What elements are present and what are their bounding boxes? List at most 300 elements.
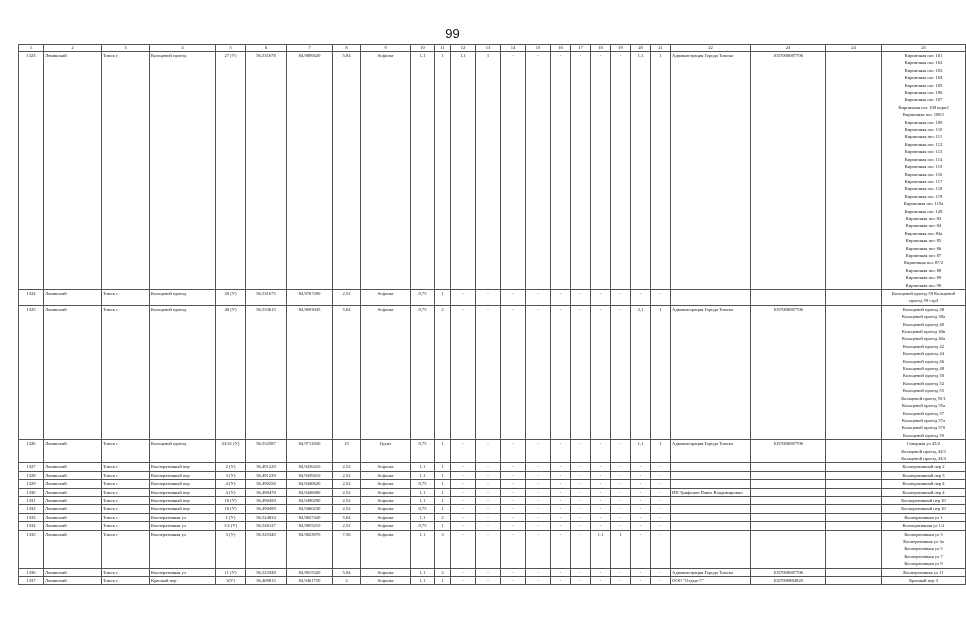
table-cell: 56,532587 [246, 440, 287, 463]
table-cell: 1 [435, 505, 451, 513]
table-cell: - [631, 496, 651, 504]
table-cell: Томск г [102, 440, 150, 463]
addresses-cell [882, 440, 966, 463]
address-line: Кольцевой проезд 40а [901, 336, 946, 342]
table-cell [671, 496, 751, 504]
table-cell: - [476, 480, 501, 488]
table-cell: - [526, 522, 551, 530]
address-line: Северная ул 43/2 [906, 441, 941, 447]
table-cell: 5,04 [333, 513, 361, 521]
table-cell: 1324 [19, 290, 44, 306]
address-line: Кирпичная пос 87/2 [903, 260, 944, 266]
address-line: Кирпичная пос 103 [904, 67, 943, 73]
table-cell: Администрация Города Томска [671, 52, 751, 290]
table-cell: Грунт [361, 440, 411, 463]
table-cell: - [631, 568, 651, 576]
table-row [19, 440, 966, 463]
table-cell: - [571, 505, 591, 513]
table-cell: - [501, 52, 526, 290]
column-number: 17 [571, 45, 591, 52]
table-cell: - [551, 290, 571, 306]
table-cell: 40 (У) [216, 305, 246, 439]
table-cell: 84,9446000 [287, 488, 333, 496]
table-cell: 1/2 (У) [216, 522, 246, 530]
table-cell: 1334 [19, 522, 44, 530]
table-cell: 1 [435, 52, 451, 290]
table-cell: - [651, 480, 671, 488]
table-cell: 15 [333, 440, 361, 463]
address-line: Кирпичная пос 83 [905, 215, 942, 221]
table-cell: - [611, 522, 631, 530]
addresses-cell [882, 290, 966, 306]
table-cell: - [526, 471, 551, 479]
address-line: Кольцевой проезд 38а [901, 314, 946, 320]
table-cell: - [631, 463, 651, 471]
column-number: 10 [411, 45, 435, 52]
table-cell: 2 [435, 568, 451, 576]
table-cell: Ленинский [44, 52, 102, 290]
page-number: 99 [445, 26, 460, 41]
table-cell: Ленинский [44, 522, 102, 530]
column-number: 15 [526, 45, 551, 52]
table-cell: - [451, 463, 476, 471]
table-cell: 43/41 (У) [216, 440, 246, 463]
table-cell: 1337 [19, 577, 44, 585]
address-line: Кооперативная ул 1 [904, 514, 943, 520]
address-line: Кирпичная пос 101 [904, 53, 943, 58]
address-line: Кирпичная пос 102 [904, 60, 943, 66]
table-cell: 56,490499 [246, 505, 287, 513]
table-cell: 1 [651, 52, 671, 290]
table-cell: - [501, 568, 526, 576]
table-row [19, 513, 966, 521]
address-line: Кирпичная пос 106 [904, 90, 943, 96]
table-cell: - [631, 513, 651, 521]
table-row [19, 488, 966, 496]
table-cell [671, 290, 751, 306]
empty-cell [826, 471, 882, 479]
table-row [19, 568, 966, 576]
column-number: 4 [150, 45, 216, 52]
table-cell: 1333 [19, 513, 44, 521]
table-cell: - [476, 488, 501, 496]
table-cell: Кооперативный пер [150, 505, 216, 513]
table-cell: 1 [435, 488, 451, 496]
table-cell: Томск г [102, 463, 150, 471]
table-cell: - [591, 488, 611, 496]
table-cell: 2 [435, 305, 451, 439]
table-cell: - [591, 568, 611, 576]
table-cell: 7,56 [333, 530, 361, 568]
table-cell: 84,9815320 [287, 568, 333, 576]
table-cell: - [631, 290, 651, 306]
table-cell: Кооперативный пер [150, 496, 216, 504]
address-line: Кольцевой проезд 40в [901, 329, 946, 335]
table-cell: 0,75 [411, 505, 435, 513]
table-cell [751, 463, 826, 471]
table-cell: Асфальт [361, 488, 411, 496]
table-cell: - [571, 530, 591, 568]
table-cell: 1037000087706 [751, 568, 826, 576]
table-cell: Томск г [102, 577, 150, 585]
table-row [19, 522, 966, 530]
table-row [19, 577, 966, 585]
table-cell: 1,1 [411, 568, 435, 576]
table-cell: 84,9823970 [287, 530, 333, 568]
table-cell: - [611, 513, 631, 521]
table-cell: - [571, 496, 591, 504]
table-cell: 3(У) [216, 577, 246, 585]
table-cell: Томск г [102, 505, 150, 513]
table-cell: 0,75 [411, 522, 435, 530]
table-cell: 4 (У) [216, 480, 246, 488]
table-cell: 27 (У) [216, 52, 246, 290]
column-number: 24 [826, 45, 882, 52]
column-number: 19 [611, 45, 631, 52]
table-row [19, 52, 966, 290]
address-line: Кооперативный пер 4 [902, 481, 945, 487]
empty-cell [826, 480, 882, 488]
table-cell: - [501, 513, 526, 521]
table-cell: - [611, 290, 631, 306]
table-cell: 84,9439410 [287, 471, 333, 479]
table-cell: - [611, 488, 631, 496]
table-cell: - [476, 513, 501, 521]
table-cell: - [591, 52, 611, 290]
table-cell: - [651, 522, 671, 530]
table-cell: - [651, 290, 671, 306]
address-line: Кольцевой проезд 57б [901, 425, 946, 431]
table-cell: - [571, 471, 591, 479]
table-cell: Томск г [102, 568, 150, 576]
table-cell: - [501, 530, 526, 568]
table-cell: 1037000087706 [751, 52, 826, 290]
table-cell: - [611, 52, 631, 290]
table-cell: - [571, 488, 591, 496]
address-line: Кооперативная ул 5 [904, 546, 943, 552]
addresses-cell [882, 530, 966, 568]
table-cell: - [551, 305, 571, 439]
table-cell: - [571, 577, 591, 585]
table-cell [671, 513, 751, 521]
table-cell [671, 530, 751, 568]
table-cell: 1 [435, 290, 451, 306]
table-cell: Кооперативный пер [150, 488, 216, 496]
table-cell [751, 522, 826, 530]
table-cell [751, 480, 826, 488]
table-cell: - [651, 568, 671, 576]
table-cell: - [631, 522, 651, 530]
table-cell: Администрация Города Томска [671, 305, 751, 439]
table-cell: Кооперативный пер [150, 471, 216, 479]
address-line: Кирпичная пос 84а [904, 230, 943, 236]
table-cell: Асфальт [361, 522, 411, 530]
addresses-cell [882, 488, 966, 496]
addresses-cell [882, 305, 966, 439]
table-cell: 1332 [19, 505, 44, 513]
table-row [19, 505, 966, 513]
address-line: Кирпичная пос 105 [904, 82, 943, 88]
address-line: Кирпичная пос 84 [905, 223, 942, 229]
empty-cell [826, 440, 882, 463]
table-cell [671, 480, 751, 488]
address-line: Кооперативная ул 11 [903, 569, 944, 575]
table-cell: Кольцевой проезд [150, 290, 216, 306]
empty-cell [826, 290, 882, 306]
table-cell: - [611, 496, 631, 504]
table-cell: 1330 [19, 488, 44, 496]
table-cell: - [651, 513, 671, 521]
table-cell: - [451, 488, 476, 496]
table-cell: Асфальт [361, 480, 411, 488]
table-cell: 1336 [19, 568, 44, 576]
address-line: Кирпичная пос 117 [904, 178, 943, 184]
table-cell: 0,75 [411, 480, 435, 488]
table-cell: Ленинский [44, 496, 102, 504]
table-cell [751, 496, 826, 504]
table-cell: - [551, 52, 571, 290]
table-cell: 1 [435, 480, 451, 488]
addresses-cell [882, 496, 966, 504]
table-cell: - [611, 480, 631, 488]
table-cell: - [611, 505, 631, 513]
table-cell: Томск г [102, 530, 150, 568]
table-cell: - [651, 505, 671, 513]
table-cell: 2 (У) [216, 463, 246, 471]
table-cell: - [591, 513, 611, 521]
table-cell: - [451, 440, 476, 463]
table-cell: 84,9436410 [287, 463, 333, 471]
table-cell: Кольцевой проезд [150, 52, 216, 290]
table-cell: Ленинский [44, 471, 102, 479]
address-line: Кирпичная пос 108/1 [902, 112, 945, 118]
table-cell: - [476, 440, 501, 463]
table-cell: Томск г [102, 488, 150, 496]
table-cell: - [451, 568, 476, 576]
table-cell: - [551, 463, 571, 471]
table-cell: ИП Трифонов Павел Владимирович [671, 488, 751, 496]
table-cell: 56,490256 [246, 480, 287, 488]
table-cell: 56,531675 [246, 290, 287, 306]
table-row [19, 290, 966, 306]
address-line: Кооперативный пер 3 [902, 472, 945, 478]
table-cell: 2 [333, 577, 361, 585]
address-line: Кооперативный пер 10 [901, 497, 946, 503]
address-line: Кольцевой проезд 59 [902, 432, 944, 438]
table-cell [751, 530, 826, 568]
column-number: 11 [435, 45, 451, 52]
table-cell: - [611, 577, 631, 585]
table-cell: - [551, 513, 571, 521]
table-cell: - [591, 305, 611, 439]
table-cell: - [571, 440, 591, 463]
table-cell: - [651, 488, 671, 496]
table-cell: - [591, 440, 611, 463]
table-cell: - [571, 52, 591, 290]
table-cell: 84,9490290 [287, 496, 333, 504]
table-cell: Томск г [102, 480, 150, 488]
column-number: 21 [651, 45, 671, 52]
address-line: Кирпичная пос 128 [904, 208, 943, 214]
table-cell: - [611, 471, 631, 479]
addresses-cell [882, 52, 966, 290]
column-number: 25 [882, 45, 966, 52]
table-cell: Томск г [102, 305, 150, 439]
table-cell: - [526, 577, 551, 585]
table-cell: - [501, 480, 526, 488]
table-cell: - [526, 568, 551, 576]
table-cell: - [571, 568, 591, 576]
address-line: Кирпичная пос 107 [904, 97, 943, 103]
table-cell: - [571, 463, 591, 471]
table-cell: Томск г [102, 471, 150, 479]
address-line: Кольцевой проезд 55/1 [901, 395, 946, 401]
address-line: Кирпичная пос 116 [904, 171, 943, 177]
table-cell: - [651, 530, 671, 568]
table-cell: - [591, 463, 611, 471]
table-cell: 3 (У) [216, 471, 246, 479]
table-cell: 84,9460230 [287, 505, 333, 513]
table-cell: 3 [435, 530, 451, 568]
column-number: 22 [671, 45, 751, 52]
table-cell: - [476, 496, 501, 504]
table-cell: Администрация Города Томска [671, 440, 751, 463]
empty-cell [826, 305, 882, 439]
table-cell: - [571, 290, 591, 306]
table-cell: - [591, 505, 611, 513]
table-cell: - [476, 305, 501, 439]
address-line: Кирпичная пос 115 [904, 164, 943, 170]
table-cell: 56,525340 [246, 530, 287, 568]
table-cell [671, 505, 751, 513]
table-cell: - [476, 568, 501, 576]
empty-cell [826, 496, 882, 504]
table-cell: - [611, 568, 631, 576]
table-cell: - [591, 471, 611, 479]
table-cell: - [651, 496, 671, 504]
table-cell: - [451, 496, 476, 504]
empty-cell [826, 505, 882, 513]
table-cell: - [501, 440, 526, 463]
address-line: Кирпичная пос 90 [905, 282, 942, 288]
table-cell: - [476, 530, 501, 568]
table-cell: 1325 [19, 305, 44, 439]
table-cell [671, 463, 751, 471]
column-number: 9 [361, 45, 411, 52]
table-cell: 1 [651, 440, 671, 463]
table-cell: Асфальт [361, 290, 411, 306]
table-cell: 5,04 [333, 52, 361, 290]
table-cell: - [501, 305, 526, 439]
table-cell: - [451, 290, 476, 306]
table-cell: ООО "Отдых-7" [671, 577, 751, 585]
empty-cell [826, 513, 882, 521]
table-cell: - [551, 488, 571, 496]
table-cell: Асфальт [361, 463, 411, 471]
address-line: Кооперативная ул 3а [903, 539, 944, 544]
table-cell: 5,04 [333, 305, 361, 439]
addresses-cell [882, 568, 966, 576]
table-cell: - [476, 463, 501, 471]
address-line: Кольцевой проезд 38 [902, 306, 944, 312]
table-cell: - [631, 471, 651, 479]
address-line: Кирпичная пос 87 [905, 252, 942, 258]
column-number: 16 [551, 45, 571, 52]
address-line: Кирпичная пос 108 корп2 [898, 104, 949, 110]
table-cell: 1,1 [411, 513, 435, 521]
address-line: Кольцевой проезд 55а [901, 403, 946, 409]
table-cell: 56,491239 [246, 471, 287, 479]
table-cell: - [501, 463, 526, 471]
table-cell: - [526, 480, 551, 488]
table-cell: Асфальт [361, 505, 411, 513]
table-cell: 84,9809420 [287, 52, 333, 290]
table-cell: Асфальт [361, 530, 411, 568]
addresses-cell [882, 577, 966, 585]
table-cell: 1323 [19, 52, 44, 290]
table-cell: 84,9693045 [287, 305, 333, 439]
table-cell: 1027000884820 [751, 577, 826, 585]
table-cell: - [451, 522, 476, 530]
registry-table [18, 44, 966, 585]
table-row [19, 480, 966, 488]
table-cell: - [651, 577, 671, 585]
table-cell: - [551, 505, 571, 513]
address-line: Кольцевой проезд 43/4 [901, 455, 946, 461]
empty-cell [826, 568, 882, 576]
table-cell: - [501, 496, 526, 504]
table-cell: - [451, 305, 476, 439]
table-cell: 1331 [19, 496, 44, 504]
table-cell: 5,04 [333, 568, 361, 576]
table-row [19, 471, 966, 479]
table-cell: 84,9855210 [287, 522, 333, 530]
table-cell: Томск г [102, 513, 150, 521]
address-line: Кольцевой проезд 42 [902, 343, 944, 349]
table-cell: 1 [435, 522, 451, 530]
column-number: 2 [44, 45, 102, 52]
address-line: Кольцевой проезд 43/3 [901, 448, 946, 454]
table-cell: - [501, 290, 526, 306]
address-line: Кольцевой проезд 48 [902, 366, 944, 372]
table-cell: - [631, 480, 651, 488]
table-cell: Ленинский [44, 480, 102, 488]
table-cell: - [551, 568, 571, 576]
table-cell: Асфальт [361, 52, 411, 290]
table-cell: 1,1 [411, 496, 435, 504]
table-cell: 1 [476, 52, 501, 290]
table-cell: 84,9461750 [287, 577, 333, 585]
table-cell: - [551, 496, 571, 504]
column-number: 20 [631, 45, 651, 52]
address-line: Кирпичная пос 118 [904, 186, 943, 192]
table-cell: Ленинский [44, 290, 102, 306]
table-cell: 84,9440620 [287, 480, 333, 488]
table-cell: - [526, 505, 551, 513]
table-cell: Томск г [102, 290, 150, 306]
table-cell: Кооперативная ул [150, 513, 216, 521]
table-cell: 56,491229 [246, 463, 287, 471]
table-cell: - [451, 577, 476, 585]
table-cell: Кольцевой проезд [150, 305, 216, 439]
table-cell: - [631, 488, 651, 496]
table-cell: 1 (У) [216, 513, 246, 521]
table-cell: - [651, 463, 671, 471]
table-cell: - [526, 52, 551, 290]
table-cell: 56,469815 [246, 577, 287, 585]
table-cell: - [591, 577, 611, 585]
empty-cell [826, 522, 882, 530]
